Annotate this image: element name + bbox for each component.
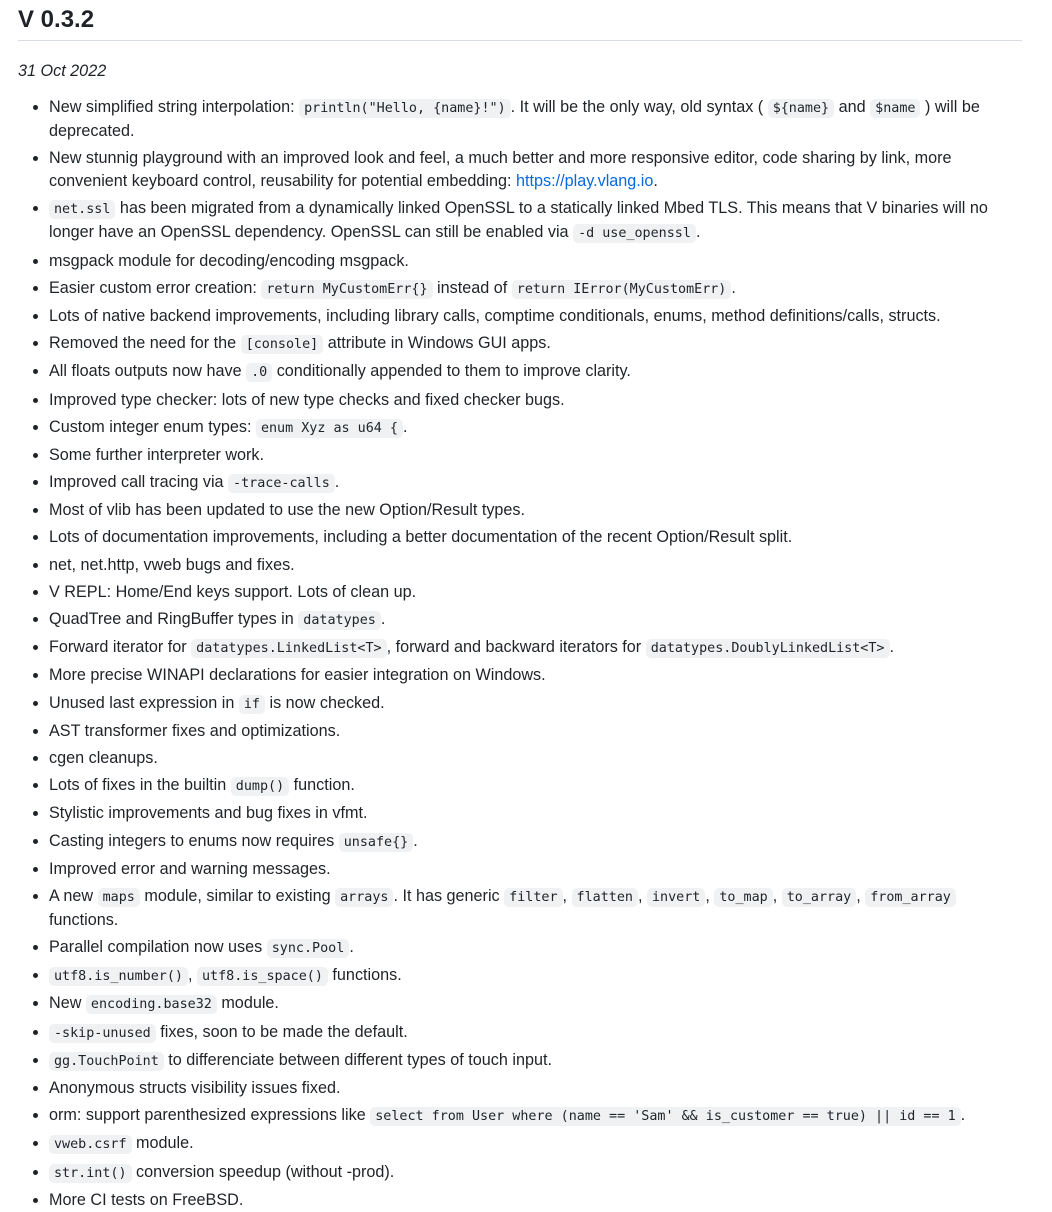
inline-code: datatypes [298, 611, 381, 630]
changelog-item [49, 471, 1022, 495]
changelog-item [49, 581, 1022, 604]
item-text: Lots of documentation improvements, including a better documentation of the recent Option/Result split. [49, 528, 793, 547]
inline-code: unsafe{} [339, 833, 414, 852]
changelog-item [49, 936, 1022, 960]
inline-code: str.int() [49, 1164, 132, 1183]
item-text: Most of vlib has been updated to use the new Option/Result types. [49, 501, 526, 520]
item-text: Forward iterator for [49, 638, 192, 657]
inline-code: .0 [246, 363, 272, 382]
changelog-item [49, 774, 1022, 798]
changelog-item [49, 636, 1022, 660]
inline-code: invert [647, 888, 705, 907]
inline-code: flatten [572, 888, 638, 907]
item-text: All floats outputs now have [49, 362, 247, 381]
inline-code: return MyCustomErr{} [261, 280, 432, 299]
inline-code: -trace-calls [228, 474, 335, 493]
inline-code: to_array [782, 888, 857, 907]
changelog-item [49, 197, 1022, 245]
item-text: Anonymous structs visibility issues fixed. [49, 1079, 341, 1097]
item-text: instead of [432, 278, 512, 297]
inline-code: println("Hello, {name}!") [299, 99, 511, 118]
item-text: . [413, 831, 418, 850]
item-text: Casting integers to enums now requires [49, 831, 339, 850]
item-text: and [834, 98, 871, 116]
item-text: Stylistic improvements and bug fixes in vfmt. [49, 804, 368, 823]
item-text: module. [131, 1134, 194, 1153]
inline-code: datatypes.LinkedList<T> [191, 639, 386, 658]
item-text: has been migrated from a dynamically linked OpenSSL to a statically linked Mbed TLS. This means that V binaries will no longer have an OpenSSL dependency. OpenSSL can still be enabled via [49, 199, 988, 242]
inline-code: encoding.base32 [86, 995, 217, 1014]
inline-code: enum Xyz as u64 { [256, 419, 403, 438]
changelog-item [49, 332, 1022, 356]
inline-code: ${name} [768, 99, 834, 118]
changelog-item [49, 277, 1022, 301]
item-text: More precise WINAPI declarations for easier integration on Windows. [49, 666, 546, 685]
item-text: conditionally appended to them to improve clarity. [272, 362, 631, 381]
inline-code: $name [870, 99, 920, 118]
inline-code: select from User where (name == 'Sam' && is_customer == true) || id == 1 [370, 1107, 960, 1126]
changelog-item [49, 885, 1022, 932]
changelog-item [49, 992, 1022, 1016]
changelog-item [49, 692, 1022, 716]
changelog-item [49, 747, 1022, 770]
item-text: More CI tests on FreeBSD. [49, 1190, 244, 1209]
title-divider [18, 40, 1022, 41]
inline-code: sync.Pool [267, 939, 350, 958]
item-text: function. [289, 776, 355, 795]
changelog-item [49, 499, 1022, 522]
inline-code: net.ssl [49, 200, 115, 219]
item-text: . [334, 473, 340, 492]
inline-code: [console] [241, 335, 324, 354]
item-text: Removed the need for the [49, 334, 241, 353]
changelog-item [49, 720, 1022, 743]
changelog-item [49, 444, 1022, 467]
changelog-list [18, 96, 1022, 1212]
inline-code: utf8.is_number() [49, 967, 188, 986]
inline-code: maps [98, 888, 140, 907]
inline-code: from_array [865, 888, 956, 907]
item-text: Improved error and warning messages. [49, 859, 331, 878]
changelog-item [49, 1021, 1022, 1045]
changelog-item [49, 664, 1022, 687]
item-text: Unused last expression in [49, 693, 239, 712]
item-text: , [856, 886, 866, 905]
inline-code: return IError(MyCustomErr) [512, 280, 732, 299]
item-text: is now checked. [264, 693, 385, 712]
inline-code: filter [504, 888, 562, 907]
item-text: orm: support parenthesized expressions like [49, 1106, 371, 1125]
changelog-item [49, 830, 1022, 854]
item-text: New simplified string interpolation: [49, 98, 300, 116]
item-text: attribute in Windows GUI apps. [323, 334, 551, 353]
changelog-item [49, 147, 1022, 193]
item-text: , [772, 886, 782, 905]
changelog-item [49, 1161, 1022, 1185]
item-text: Lots of fixes in the builtin [49, 776, 231, 795]
item-text: . [380, 610, 386, 628]
item-text: QuadTree and RingBuffer types in [49, 610, 299, 628]
item-text: Some further interpreter work. [49, 445, 265, 464]
changelog-item [49, 1104, 1022, 1128]
item-text: . It has generic [393, 886, 505, 905]
changelog-item [49, 608, 1022, 632]
item-text: , [188, 966, 197, 985]
item-text: functions. [327, 966, 402, 985]
changelog-item [49, 554, 1022, 577]
inline-code: utf8.is_space() [197, 967, 328, 986]
inline-code: vweb.csrf [49, 1135, 132, 1154]
item-text: A new [49, 886, 98, 905]
changelog-item [49, 416, 1022, 440]
changelog-item [49, 802, 1022, 825]
release-date: 31 Oct 2022 [18, 62, 107, 80]
item-text: cgen cleanups. [49, 748, 158, 767]
changelog-item [49, 360, 1022, 384]
item-text: net, net.http, vweb bugs and fixes. [49, 555, 295, 574]
changelog-item [49, 305, 1022, 328]
item-text: Easier custom error creation: [49, 278, 262, 297]
item-text: functions. [49, 910, 119, 929]
changelog-item [49, 250, 1022, 273]
item-text: , forward and backward iterators for [386, 638, 646, 657]
changelog-item [49, 389, 1022, 412]
item-text: AST transformer fixes and optimizations. [49, 721, 341, 740]
changelog-item [49, 858, 1022, 881]
item-text: . [889, 638, 894, 657]
item-text: ) will be deprecated. [49, 98, 980, 140]
item-text: Parallel compilation now uses [49, 938, 267, 957]
changelog-item [49, 1077, 1022, 1100]
playground-link[interactable]: https://play.vlang.io [516, 172, 654, 191]
item-text: New stunnig playground with an improved look and feel, a much better and more responsive editor, code sharing by link, more convenient keyboard control, reusability for potential embedding: [49, 149, 952, 191]
changelog-item [49, 1049, 1022, 1073]
item-text: , [637, 886, 647, 905]
changelog-item [49, 1189, 1022, 1212]
inline-code: arrays [335, 888, 393, 907]
inline-code: dump() [231, 777, 289, 796]
item-text: . [960, 1106, 966, 1125]
changelog-item [49, 1132, 1022, 1156]
item-text: , [562, 886, 572, 905]
item-text: module, similar to existing [139, 886, 336, 905]
item-text: V REPL: Home/End keys support. Lots of clean up. [49, 582, 417, 601]
item-text: Improved type checker: lots of new type checks and fixed checker bugs. [49, 390, 565, 409]
inline-code: if [239, 695, 265, 714]
item-text: Improved call tracing via [49, 473, 229, 492]
item-text: fixes, soon to be made the default. [155, 1022, 408, 1041]
release-title: V 0.3.2 [18, 6, 95, 33]
item-text: . [403, 417, 408, 436]
changelog-item [49, 96, 1022, 143]
inline-code: datatypes.DoublyLinkedList<T> [646, 639, 890, 658]
inline-code: to_map [714, 888, 772, 907]
item-text: . [695, 223, 701, 242]
changelog-item [49, 964, 1022, 988]
item-text: . [349, 938, 354, 957]
item-text: . It will be the only way, old syntax ( [510, 98, 768, 116]
item-text: New [49, 994, 86, 1013]
item-text: , [705, 886, 715, 905]
item-text: msgpack module for decoding/encoding msgpack. [49, 251, 409, 270]
item-text: conversion speedup (without -prod). [131, 1162, 395, 1181]
item-text: module. [216, 994, 279, 1013]
inline-code: gg.TouchPoint [49, 1052, 164, 1071]
changelog-item [49, 526, 1022, 549]
item-text: . [653, 172, 658, 191]
inline-code: -d use_openssl [573, 224, 696, 243]
item-text: . [731, 278, 736, 297]
item-text: Custom integer enum types: [49, 417, 256, 436]
inline-code: -skip-unused [49, 1024, 156, 1043]
item-text: to differenciate between different types of touch input. [163, 1050, 552, 1069]
item-text: Lots of native backend improvements, including library calls, comptime conditionals, enums, method definitions/calls, structs. [49, 306, 941, 325]
